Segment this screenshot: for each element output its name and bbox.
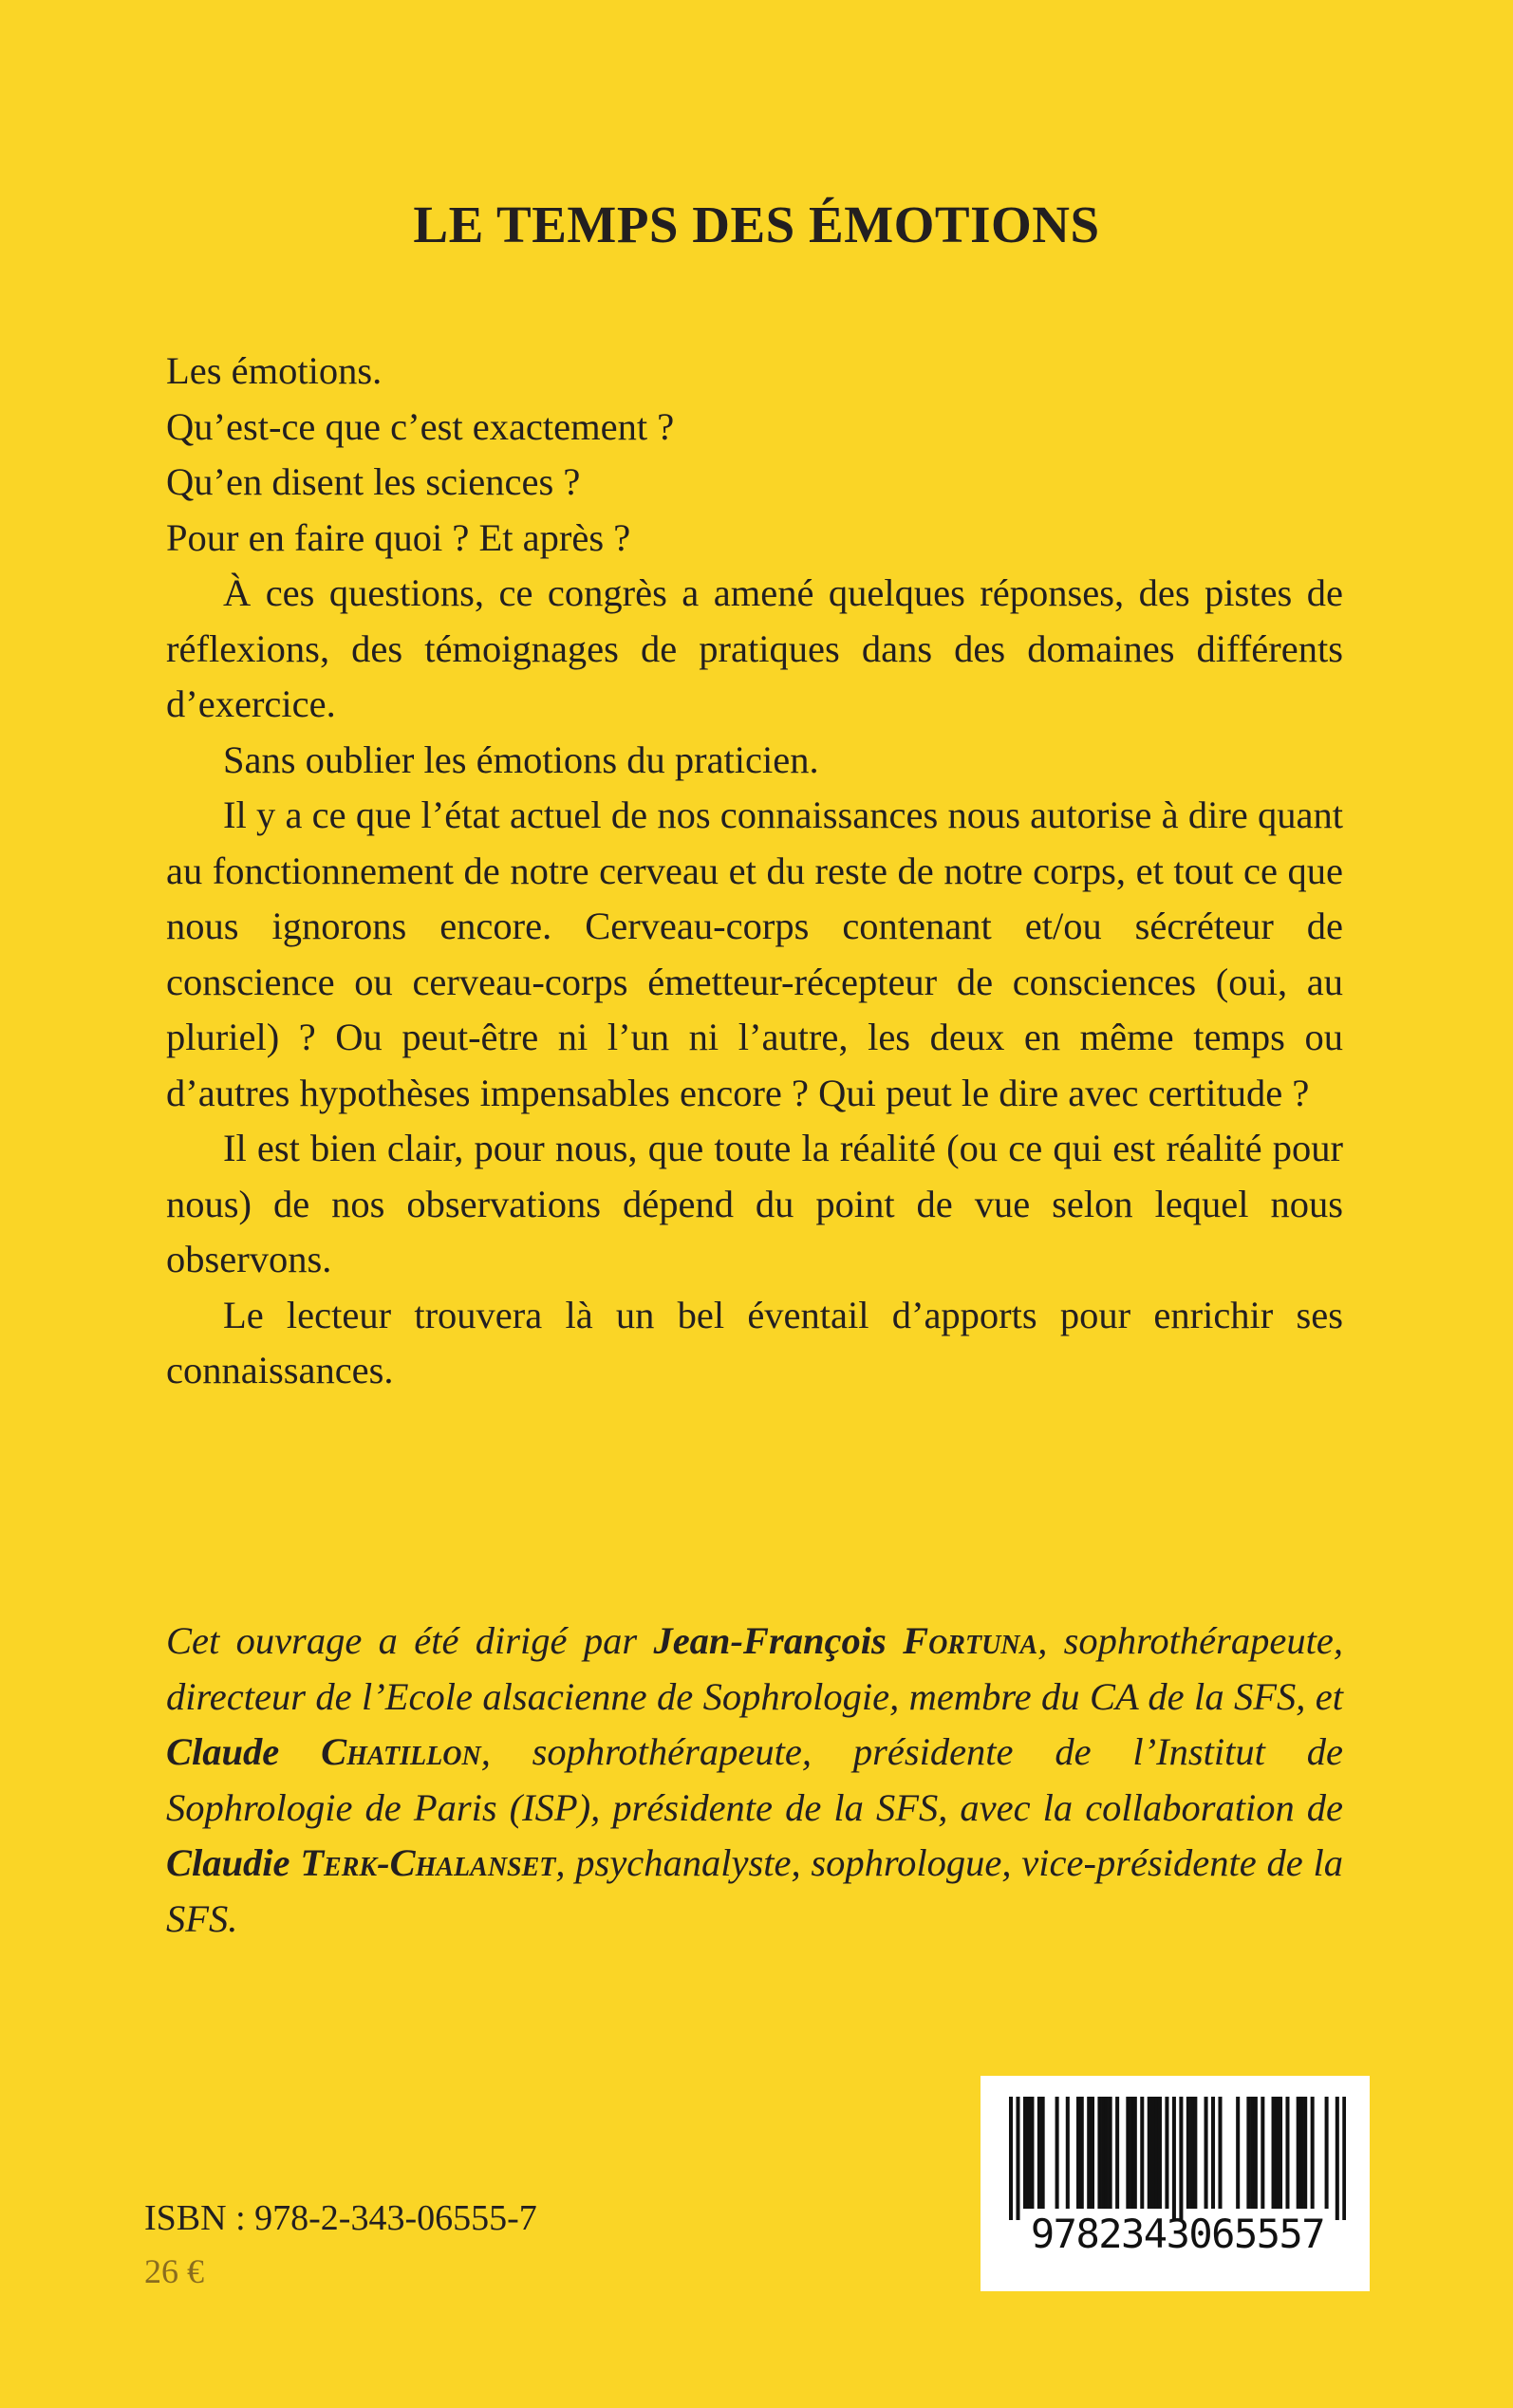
barcode-bar bbox=[1272, 2097, 1276, 2209]
paragraph-2: Qu’est-ce que c’est exactement ? bbox=[166, 404, 675, 448]
barcode-bar bbox=[1027, 2097, 1031, 2209]
barcode-bar bbox=[1126, 2097, 1130, 2209]
barcode-bar bbox=[1115, 2097, 1119, 2209]
editor-name-1 bbox=[653, 1619, 1037, 1662]
barcode-bar bbox=[1023, 2097, 1027, 2209]
editor-1-first-name: Jean-François bbox=[653, 1619, 904, 1662]
barcode-bar bbox=[1285, 2097, 1289, 2209]
barcode-bar bbox=[1342, 2097, 1346, 2220]
barcode-bar bbox=[1336, 2097, 1339, 2220]
barcode-bar bbox=[1066, 2097, 1070, 2209]
price-text: 26 € bbox=[144, 2252, 204, 2290]
barcode-bar bbox=[1037, 2097, 1041, 2209]
barcode-bar bbox=[1150, 2097, 1154, 2209]
paragraph-4: Pour en faire quoi ? Et après ? bbox=[166, 515, 631, 559]
barcode-bar bbox=[1140, 2097, 1144, 2209]
barcode-bar bbox=[1261, 2097, 1264, 2209]
barcode-bar bbox=[1041, 2097, 1045, 2209]
barcode-bar bbox=[1325, 2097, 1329, 2209]
barcode-bar bbox=[1165, 2097, 1168, 2209]
barcode-bar bbox=[1080, 2097, 1084, 2209]
barcode-bar bbox=[1186, 2097, 1190, 2209]
credits-paragraph bbox=[166, 1614, 1343, 1947]
barcode-bar bbox=[1091, 2097, 1094, 2209]
barcode-bar bbox=[1109, 2097, 1112, 2209]
barcode-bar bbox=[1179, 2097, 1183, 2220]
back-cover-text bbox=[166, 344, 1343, 1399]
collaborator-first-name: Claudie bbox=[166, 1841, 301, 1884]
barcode-bar bbox=[1297, 2097, 1300, 2209]
barcode-bars bbox=[1009, 2097, 1346, 2220]
barcode-bar bbox=[1275, 2097, 1279, 2209]
barcode-bar bbox=[1009, 2097, 1013, 2220]
barcode-bar bbox=[1236, 2097, 1240, 2209]
barcode-bar bbox=[1133, 2097, 1137, 2209]
paragraph-6: Sans oublier les émotions du praticien. bbox=[223, 737, 819, 781]
credits-text-4: , psychanalyste, sophrologue, vice-présidente de la SFS. bbox=[166, 1841, 1343, 1940]
barcode-bar bbox=[1030, 2097, 1034, 2209]
barcode-bar bbox=[1172, 2097, 1176, 2220]
barcode-bar bbox=[1101, 2097, 1105, 2209]
isbn-text: ISBN : 978-2-343-06555-7 bbox=[144, 2198, 537, 2238]
credits-text-2: , sophrothérapeute, directeur de l’Ecole alsacienne de Sophrologie, membre du CA de la SFS, et bbox=[166, 1619, 1344, 1718]
barcode-bar bbox=[1087, 2097, 1091, 2209]
barcode-bar bbox=[1193, 2097, 1197, 2209]
paragraph-9: Le lecteur trouvera là un bel éventail d’apports pour enrichir ses connaissances. bbox=[166, 1293, 1343, 1391]
collaborator-name bbox=[166, 1841, 555, 1884]
paragraph-5: À ces questions, ce congrès a amené quelques réponses, des pistes de réflexions, des témoignages de pratiques dans des domaines différents d’exercice. bbox=[166, 571, 1343, 725]
collaborator-last-name: Terk-Chalanset bbox=[300, 1841, 556, 1884]
credits-text-1: Cet ouvrage a été dirigé par bbox=[166, 1619, 654, 1662]
barcode-digits: 9782343065557 bbox=[1030, 2211, 1325, 2257]
paragraph-7: Il y a ce que l’état actuel de nos connaissances nous autorise à dire quant au fonctionnement de notre cerveau et du reste de notre corps, et tout ce que nous ignorons encore. Cerveau-corps contenant et/ou sécréteur de conscience ou cerveau-corps émetteur-récepteur de consciences (oui, au pluriel) ? Ou peut-être ni l’un ni l’autre, les deux en même temps ou d’autres hypothèses impensables encore ? Qui peut le dire avec certitude ? bbox=[166, 793, 1343, 1114]
isbn-barcode bbox=[981, 2076, 1370, 2291]
barcode-bar bbox=[1105, 2097, 1109, 2209]
paragraph-1: Les émotions. bbox=[166, 349, 383, 392]
paragraph-3: Qu’en disent les sciences ? bbox=[166, 460, 581, 503]
editor-2-first-name: Claude bbox=[166, 1730, 322, 1773]
editor-1-last-name: Fortuna bbox=[903, 1619, 1038, 1662]
barcode-bar bbox=[1130, 2097, 1133, 2209]
barcode-bar bbox=[1303, 2097, 1307, 2209]
barcode-bar bbox=[1148, 2097, 1151, 2209]
editor-2-last-name: Chatillon bbox=[321, 1730, 481, 1773]
barcode-bar bbox=[1250, 2097, 1254, 2209]
barcode-bar bbox=[1246, 2097, 1250, 2209]
barcode-bar bbox=[1205, 2097, 1208, 2209]
barcode-bar bbox=[1311, 2097, 1315, 2209]
barcode-bar bbox=[1055, 2097, 1059, 2209]
barcode-bar bbox=[1076, 2097, 1080, 2209]
book-title: LE TEMPS DES ÉMOTIONS bbox=[413, 196, 1100, 253]
paragraph-8: Il est bien clair, pour nous, que toute la réalité (ou ce qui est réalité pour nous) de nos observations dépend du point de vue selon lequel nous observons. bbox=[166, 1127, 1343, 1280]
barcode-bar bbox=[1254, 2097, 1258, 2209]
credits-text-3: , sophrothérapeute, présidente de l’Institut de Sophrologie de Paris (ISP), présidente de la SFS, avec la collaboration de bbox=[166, 1730, 1343, 1829]
barcode-bar bbox=[1190, 2097, 1194, 2209]
barcode-bar bbox=[1299, 2097, 1303, 2209]
barcode-bar bbox=[1279, 2097, 1282, 2209]
barcode-bar bbox=[1211, 2097, 1215, 2209]
barcode-bar bbox=[1016, 2097, 1019, 2220]
barcode-bar bbox=[1097, 2097, 1101, 2209]
editor-name-2 bbox=[166, 1730, 481, 1773]
barcode-bar bbox=[1158, 2097, 1162, 2209]
barcode-bar bbox=[1218, 2097, 1222, 2209]
barcode-bar bbox=[1154, 2097, 1158, 2209]
